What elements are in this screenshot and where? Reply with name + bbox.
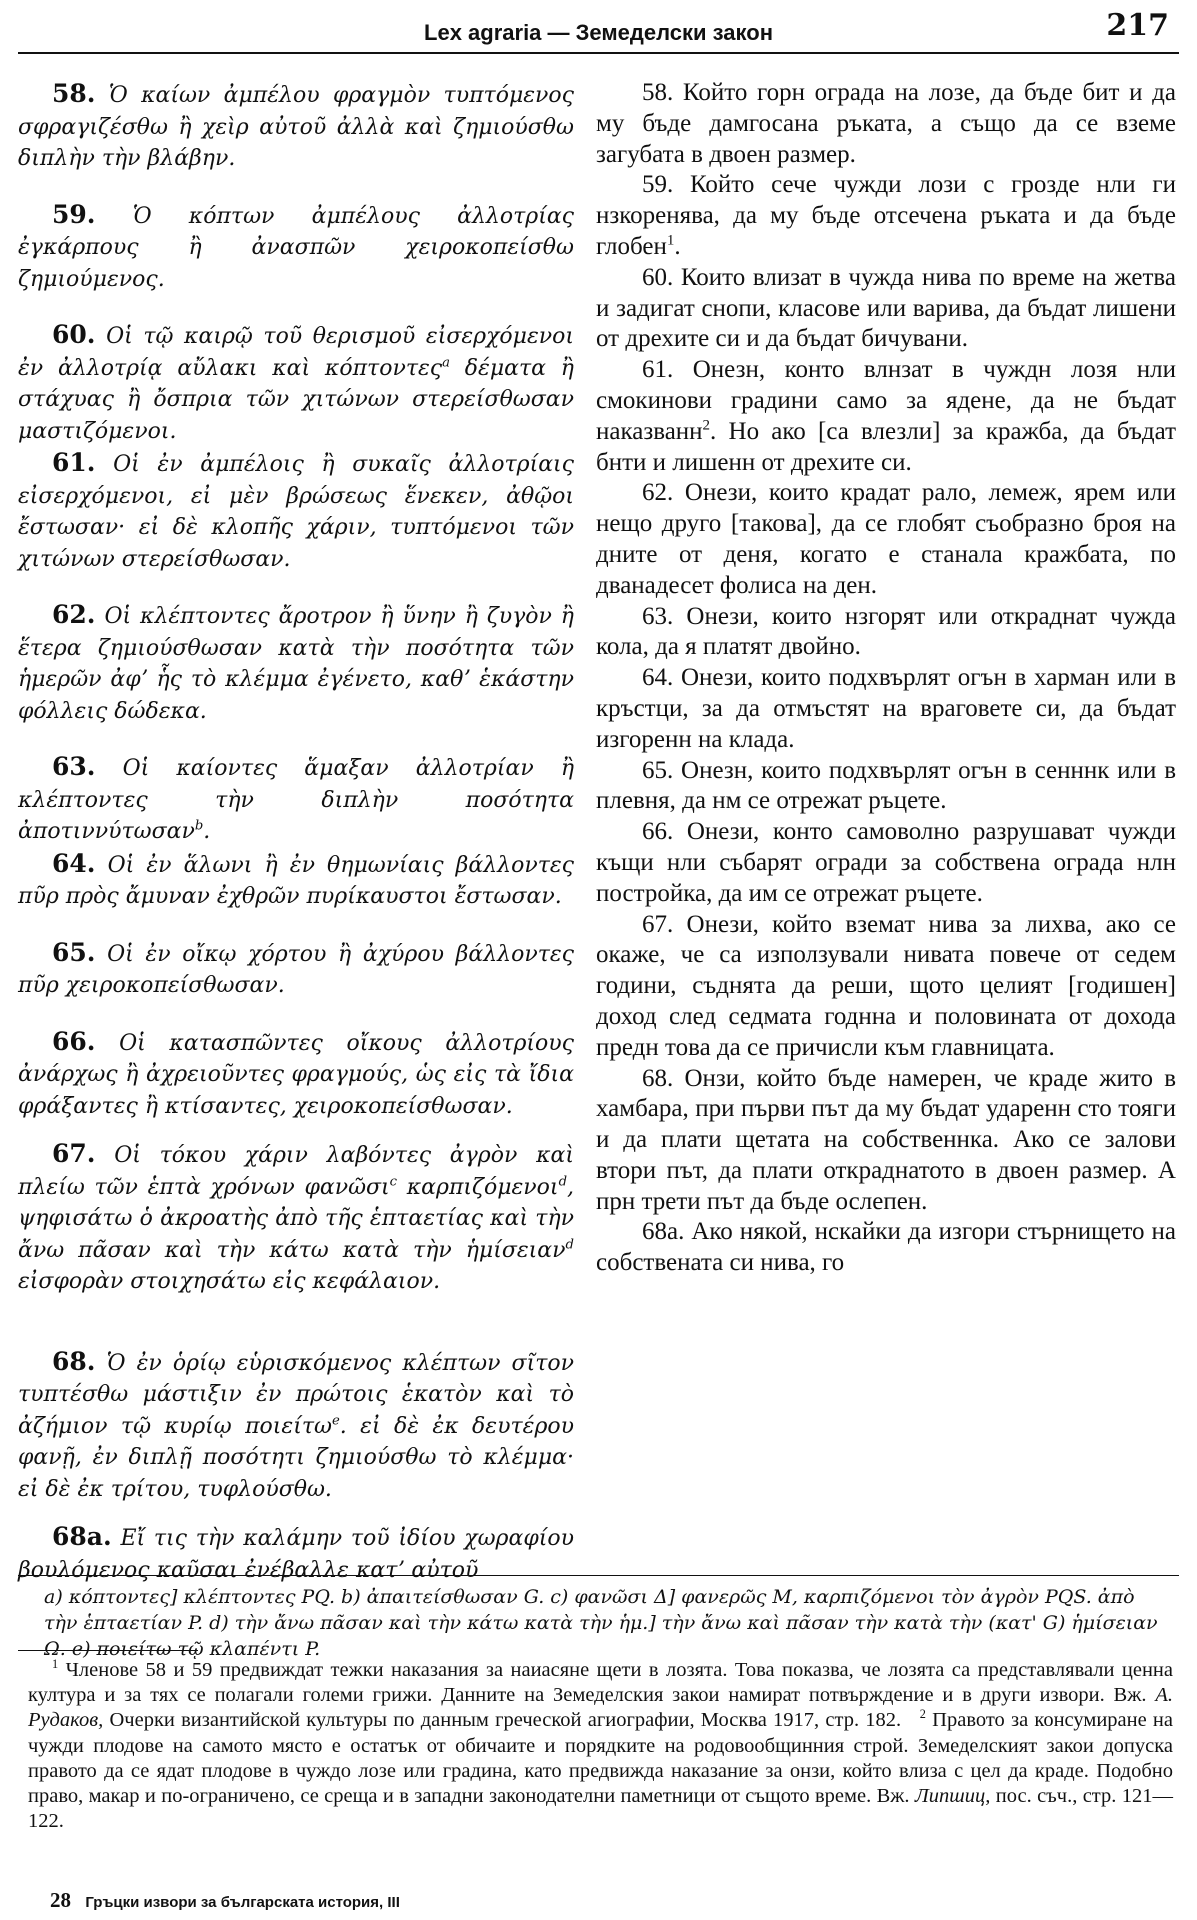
greek-article-64: 64. Οἱ ἐν ἅλωνι ἢ ἐν θημωνίαις βάλλοντες πῦρ πρὸς ἄμυναν ἐχθρῶν πυρίκαυστοι ἔστωσαν. (18, 848, 574, 909)
footnote-marker-1: 1 (52, 1657, 59, 1672)
greek-article-65: 65. Οἱ ἐν οἴκῳ χόρτου ἢ ἀχύρου βάλλοντες πῦρ χειροκοπείσθωσαν. (18, 937, 574, 998)
greek-article-68a: 68a. Εἴ τις τὴν καλάμην τοῦ ἰδίου χωραφίου βουλόμενος καῦσαι ἐνέβαλλε κατʼ αὐτοῦ (18, 1522, 574, 1583)
greek-article-60: 60. Οἱ τῷ καιρῷ τοῦ θερισμοῦ εἰσερχόμενοι ἐν ἀλλοτρίᾳ αὔλακι καὶ κόπτοντες$^a$ δέματα ἢ στάχυας ἢ ὄσπρια τῶν χιτώνων στερείσθωσαν μαστιζόμενοι. (18, 320, 575, 444)
bg-article-59: 59. Който сече чужди лози с грозде нли ги нзкоренява, да му бъде отсечена ръката и да бъде глобен$^1$. (596, 171, 1176, 260)
page-number: 217 (1106, 8, 1169, 43)
bg-article-58: 58. Който горн ограда на лозе, да бъде бит и да му бъде дамгосана ръката, а също да се вземе загубата в двоен размер. (596, 79, 1176, 168)
greek-article-68: 68. Ὁ ἐν ὁρίῳ εὑρισκόμενος κλέπτων σῖτον τυπτέσθω μάστιξιν ἐν πρώτοις ἑκατὸν καὶ τὸ ἀζήμιον τῷ κυρίῳ ποιείτω$^e$. εἰ δὲ ἐκ δευτέρου φανῇ, ἐν διπλῇ ποσότητι ζημιούσθω τὸ κλέμμα· εἰ δὲ ἐκ τρίτου, τυφλούσθω. (18, 1346, 575, 1502)
signature-line (50, 1888, 400, 1913)
bg-article-62: 62. Онези, които крадат рало, лемеж, ярем или нещо друго [такова], да се глобят съобразно броя на дните от деня, когато е станала кражбата, по дванадесет фолиса на ден. (596, 479, 1177, 599)
running-header (0, 0, 1197, 50)
greek-article-59: 59. Ὁ κόπτων ἀμπέλους ἀλλοτρίας ἐγκάρπους ἢ ἀνασπῶν χειροκοπείσθω ζημιούμενος. (18, 199, 575, 292)
bulgarian-column (596, 78, 1176, 1279)
bg-article-64: 64. Онези, които подхвърлят огън в харман или в кръстци, за да отмъстят на враговете си, да бъдат изгоренн на клада. (596, 664, 1176, 753)
bg-article-60: 60. Които влизат в чужда нива по време на жетва и задигат снопи, класове или варива, да бъдат лишени от дрехите си и да бъдат бичувани. (596, 263, 1177, 353)
greek-article-66: 66. Οἱ κατασπῶντες οἴκους ἀλλοτρίους ἀνάρχως ἢ ἀχρειοῦντες φραγμούς, ὡς εἰς τὰ ἴδια φράξαντες ἢ κτίσαντες, χειροκοπείσθωσαν. (18, 1026, 574, 1119)
bg-article-61: 61. Онезн, конто влнзат в чуждн лозя нли смокинови градини само за ядене, да не бъдат наказванн$^2$. Но ако [са влезли] за кражба, да бъдат бнти и лишенн от дрехите си. (596, 356, 1176, 476)
bg-article-63: 63. Онези, които нзгорят или откраднат чужда кола, да я платят двойно. (596, 602, 1176, 661)
signature-number: 28 (50, 1888, 71, 1912)
bg-article-68a: 68a. Ако някой, нскайки да изгори стърнището на собствената си нива, го (596, 1218, 1176, 1277)
bg-article-67: 67. Онези, който вземат нива за лихва, ако се окаже, че са използували нивата повече от седем години, съднята да реши, щото целият [годишен] доход след седмата годнна и половината от дохода предн това да се причисли към главницата. (596, 910, 1177, 1061)
greek-article-63: 63. Οἱ καίοντες ἅμαξαν ἀλλοτρίαν ἢ κλέπτοντες τὴν διπλὴν ποσότητα ἀποτιννύτωσαν$^b$. (18, 752, 574, 844)
greek-article-61: 61. Οἱ ἐν ἀμπέλοις ἢ συκαῖς ἀλλοτρίαις εἰσερχόμενοι, εἰ μὲν βρώσεως ἕνεκεν, ἀθῷοι ἔστωσαν· εἰ δὲ κλοπῆς χάριν, τυπτόμενοι τῶν χιτώνων στερείσθωσαν. (18, 448, 575, 572)
running-title: Lex agraria — Земеделски закон (424, 20, 773, 45)
bg-article-66: 66. Онези, конто самоволно разрушават чужди къщи нли събарят огради за собствена ограда нлн постройка, да им се отрежат ръцете. (596, 818, 1176, 907)
greek-article-62: 62. Οἱ κλέπτοντες ἄροτρον ἢ ὕνην ἢ ζυγὸν ἢ ἕτερα ζημιούσθωσαν κατὰ τὴν ποσότητα τῶν ἡμερῶν ἀφʼ ἧς τὸ κλέμμα ἐγένετο, καθʼ ἑκάστην φόλλεις δώδεκα. (18, 600, 574, 724)
greek-article-67: 67. Οἱ τόκου χάριν λαβόντες ἀγρὸν καὶ πλείω τῶν ἑπτὰ χρόνων φανῶσι$^c$ καρπιζόμενοι$^d$, ψηφισάτω ὁ ἀκροατὴς ἀπὸ τῆς ἑπταετίας καὶ τὴν ἄνω πᾶσαν καὶ τὴν κάτω κατὰ τὴν ἡμίσειαν$^d$ εἰσφορὰν στοιχησάτω εἰς κεφάλαιον. (18, 1139, 575, 1294)
footnotes: $^1$ Членове 58 и 59 предвиждат тежки наказания за наиасяне щети в лозята. Това показва, че лозята са представлявали ценна култура и за тях се полагали големи грижи. Данните на Земеделския закои намират потвърждение и в други извори. Вж. А. Рудаков, Очерки византийской культуры по данным греческой агиографии, Москва 1917, стр. 182. $^2$ Правото за консумиране на чужди плодове на самото място е остатък от обичаите и порядките на родовообщинния строй. Земеделският закои допуска правото да се ядат плодове в чуждо лозе или градина, като предвижда наказание за онзи, който влиза с цел да краде. Подобно право, макар и по-ограничено, се среща и в западни законодателни паметници от същото време. Вж. Липшиц, пос. съч., стр. 121—122. (28, 1657, 1174, 1833)
apparatus-rule (18, 1575, 1179, 1576)
footnote-rule (18, 1650, 198, 1651)
header-rule (18, 52, 1179, 54)
critical-apparatus: a) κόπτοντες] κλέπτοντες PQ. b) ἀπαιτείσθωσαν G. c) φανῶσι Δ] φανερῶς M, καρπιζόμενοι τὸν ἀγρὸν PQS. ἀπὸ τὴν ἑπταετίαν P. d) τὴν ἄνω πᾶσαν καὶ τὴν κάτω κατὰ τὴν ἡμ.] τὴν ἄνω καὶ πᾶσαν τὴν κατὰ τὴν (κατ' G) ἡμίσειαν Ω. e) ποιείτω τῷ κλαπέντι P. (44, 1586, 1158, 1660)
footnote-marker-2: 2 (919, 1707, 926, 1722)
book-title: Гръцки извори за българската история, III (85, 1894, 400, 1911)
greek-article-58: 58. Ὁ καίων ἀμπέλου φραγμὸν τυπτόμενος σφραγιζέσθω ἢ χεὶρ αὐτοῦ ἀλλὰ καὶ ζημιούσθω διπλὴν τὴν βλάβην. (18, 79, 575, 171)
greek-column (18, 78, 574, 1586)
bg-article-65: 65. Онезн, които подхвърлят огън в сенннк или в плевня, да нм се отрежат ръцете. (596, 756, 1176, 815)
bg-article-68: 68. Онзи, който бъде намерен, че краде жито в хамбара, при първи път да му бъдат ударенн сто тояги и да плати щетата на собственнка. Ако се залови втори път, да плати откраднатото в двоен размер. А прн трети път да бъде ослепен. (596, 1064, 1176, 1215)
